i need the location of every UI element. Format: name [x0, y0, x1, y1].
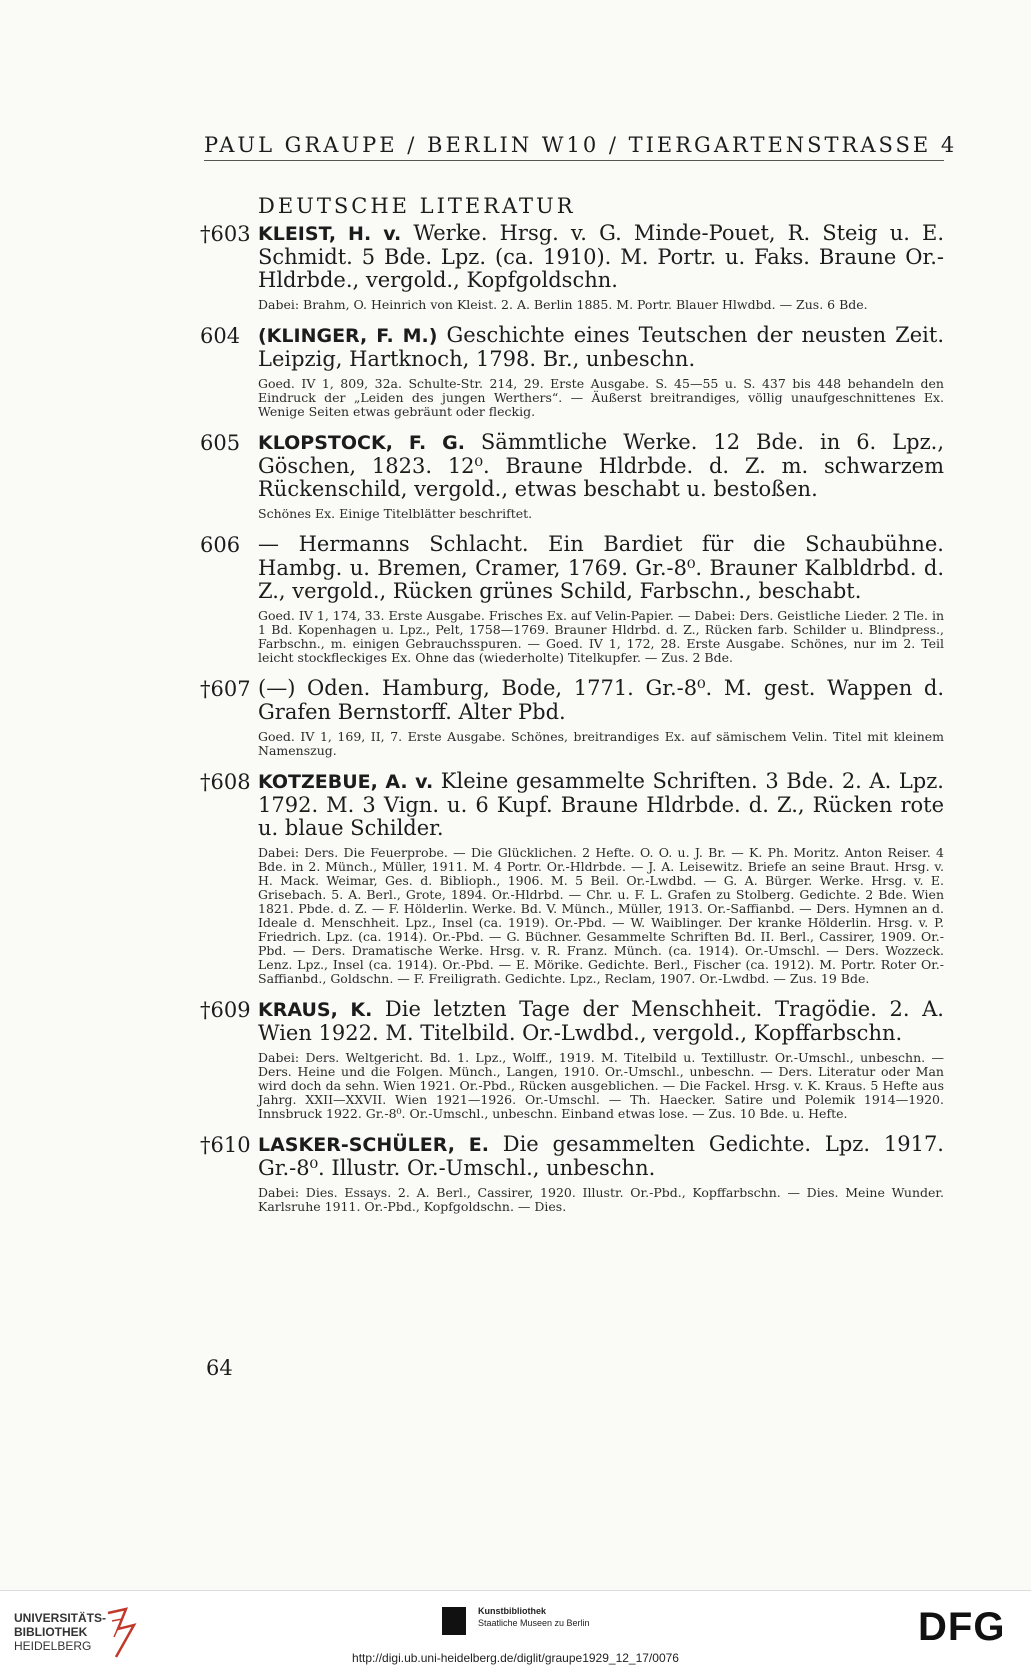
catalog-entry — [200, 770, 944, 986]
page-number: 64 — [206, 1356, 233, 1380]
entry-author: KRAUS, K. — [258, 999, 373, 1021]
entry-note: Dabei: Brahm, O. Heinrich von Kleist. 2. A. Berlin 1885. M. Portr. Blauer Hlwdbd. — Zus. 6 Bde. — [258, 297, 868, 312]
kb-line-1: Kunstbibliothek — [478, 1606, 546, 1616]
entry-text — [258, 324, 944, 371]
catalog-entry — [200, 533, 944, 665]
header-rule — [204, 160, 944, 161]
section-title: DEUTSCHE LITERATUR — [258, 194, 576, 218]
entry-author: (KLINGER, F. M.) — [258, 325, 438, 347]
entry-description: Die gesammelten Gedichte. Lpz. 1917. Gr.-8⁰. Illustr. Or.-Umschl., unbeschn. — [258, 1132, 944, 1180]
entry-description: — Hermanns Schlacht. Ein Bardiet für die Schaubühne. Hambg. u. Bremen, Cramer, 1769. Gr.-8⁰. Brauner Kalbldrbd. d. Z., vergold., Rücken grünes Schild, Farbschn., beschabt. — [258, 532, 944, 603]
lot-number: †610 — [200, 1133, 251, 1157]
entry-description: (—) Oden. Hamburg, Bode, 1771. Gr.-8⁰. M. gest. Wappen d. Grafen Bernstorff. Alter Pbd. — [258, 676, 944, 724]
lot-number: 604 — [200, 324, 241, 348]
entry-note: Dabei: Ders. Die Feuerprobe. — Die Glücklichen. 2 Hefte. O. O. u. J. Br. — K. Ph. Moritz. Anton Reiser. 4 Bde. in 2. Münch., Müller, 1911. M. 4 Portr. Or.-Hldrbde. — J. A. Leisewitz. Briefe an seine Braut. Hrsg. v. H. Mack. Weimar, Ges. d. Biblioph., 1906. M. 5 Beil. Or.-Lwdbd. — G. A. Bürger. Werke. Hrsg. v. E. Grisebach. 5. A. Berl., Grote, 1894. Or.-Hldrbd. — Chr. u. F. L. Grafen zu Stolberg. Gedichte. 2 Bde. Wien 1821. Pbde. d. Z. — F. Hölderlin. Werke. Bd. V. Münch., Müller, 1913. Or.-Saffianbd. — Ders. Hymnen an d. Ideale d. Menschheit. Lpz., Insel (ca. 1919). Or.-Pbd. — W. Waiblinger. Der kranke Hölderlin. Hrsg. v. P. Friedrich. Lpz. (ca. 1914). Or.-Pbd. — G. Büchner. Gesammelte Schriften Bd. II. Berl., Cassirer, 1909. Or.-Pbd. — Ders. Dramatische Werke. Hrsg. v. R. Franz. Münch. (ca. 1914). Or.-Umschl. — Ders. Wozzeck. Lenz. Lpz., Insel (ca. 1914). Or.-Pbd. — E. Mörike. Gedichte. Berl., Fischer (ca. 1912). M. Portr. Roter Or.-Saffianbd., Goldschn. — F. Freiligrath. Gedichte. Lpz., Reclam, 1907. Or.-Lwdbd. — Zus. 19 Bde. — [258, 845, 944, 986]
catalog-entry — [200, 1133, 944, 1214]
entry-text — [258, 533, 944, 603]
entry-text — [258, 222, 944, 292]
entry-note: Dabei: Dies. Essays. 2. A. Berl., Cassirer, 1920. Illustr. Or.-Pbd., Kopffarbschn. — Dies. Meine Wunder. Karlsruhe 1911. Or.-Pbd., Kopfgoldschn. — Dies. — [258, 1185, 944, 1214]
document-url[interactable]: http://digi.ub.uni-heidelberg.de/diglit/graupe1929_12_17/0076 — [352, 1651, 679, 1665]
entry-description: Geschichte eines Teutschen der neusten Zeit. Leipzig, Hartknoch, 1798. Br., unbeschn. — [258, 323, 945, 371]
catalog-entries — [200, 222, 944, 1226]
entry-description: Werke. Hrsg. v. G. Minde-Pouet, R. Steig u. E. Schmidt. 5 Bde. Lpz. (ca. 1910). M. Portr. u. Faks. Braune Or.-Hldrbde., vergold., Kopfgoldschn. — [258, 221, 945, 292]
entry-note: Goed. IV 1, 169, II, 7. Erste Ausgabe. Schönes, breitrandiges Ex. auf sämischem Velin. Titel mit kleinem Namenszug. — [258, 729, 944, 758]
entry-note: Schönes Ex. Einige Titelblätter beschriftet. — [258, 506, 533, 521]
running-header: PAUL GRAUPE / BERLIN W10 / TIERGARTENSTRASSE 4 — [204, 133, 958, 157]
entry-text — [258, 770, 944, 840]
library-line-1: UNIVERSITÄTS- — [14, 1611, 107, 1625]
viewer-footer — [0, 1590, 1031, 1670]
entry-author: LASKER-SCHÜLER, E. — [258, 1134, 489, 1156]
lot-number: †608 — [200, 770, 251, 794]
library-line-2: BIBLIOTHEK — [14, 1625, 88, 1639]
catalog-entry — [200, 677, 944, 758]
entry-text — [258, 431, 944, 501]
lot-number: 605 — [200, 431, 241, 455]
catalog-entry — [200, 998, 944, 1121]
lot-number: †609 — [200, 998, 251, 1022]
kb-line-2: Staatliche Museen zu Berlin — [478, 1618, 590, 1628]
catalog-entry — [200, 222, 944, 312]
catalog-entry — [200, 324, 944, 419]
lot-number: †607 — [200, 677, 251, 701]
entry-author: KOTZEBUE, A. v. — [258, 771, 434, 793]
entry-note: Dabei: Ders. Weltgericht. Bd. 1. Lpz., Wolff., 1919. M. Titelbild u. Textillustr. Or.-Umschl., unbeschn. — Ders. Heine und die Folgen. Münch., Langen, 1910. Or.-Umschl., unbeschn. — Ders. Literatur oder Man wird doch da sehn. Wien 1921. Or.-Pbd., Rücken ausgeblichen. — Die Fackel. Hrsg. v. K. Kraus. 5 Hefte aus Jahrg. XXII—XXVII. Wien 1921—1926. Or.-Umschl. — Th. Haecker. Satire und Polemik 1914—1920. Innsbruck 1922. Gr.-8⁰. Or.-Umschl., unbeschn. Einband etwas lose. — Zus. 10 Bde. u. Hefte. — [258, 1050, 944, 1121]
entry-note: Goed. IV 1, 174, 33. Erste Ausgabe. Frisches Ex. auf Velin-Papier. — Dabei: Ders. Geistliche Lieder. 2 Tle. in 1 Bd. Kopenhagen u. Lpz., Pelt, 1758—1769. Brauner Hldrbd. d. Z., Rücken farb. Schilder u. Blindpress., Farbschn., m. einigen Gebrauchsspuren. — Goed. IV 1, 172, 28. Erste Ausgabe. Schönes, nur im 2. Teil leicht stockfleckiges Ex. Ohne das (wiederholte) Titelkupfer. — Zus. 2 Bde. — [258, 608, 944, 665]
entry-author: KLOPSTOCK, F. G. — [258, 432, 465, 454]
kunstbibliothek-logo-icon — [442, 1607, 466, 1635]
entry-description: Kleine gesammelte Schriften. 3 Bde. 2. A. Lpz. 1792. M. 3 Vign. u. 6 Kupf. Braune Hldrbde. d. Z., Rücken rote u. blaue Schilder. — [258, 769, 944, 840]
entry-text — [258, 677, 944, 724]
entry-text — [258, 1133, 944, 1180]
entry-note: Goed. IV 1, 809, 32a. Schulte-Str. 214, 29. Erste Ausgabe. S. 45—55 u. S. 437 bis 448 behandeln den Eindruck der „Leiden des jungen Werthers“. — Äußerst breitrandiges, völlig unaufgeschnittenes Ex. Wenige Seiten etwas gebräunt oder fleckig. — [258, 376, 944, 419]
lot-number: †603 — [200, 222, 251, 246]
entry-author: KLEIST, H. v. — [258, 223, 402, 245]
catalog-entry — [200, 431, 944, 521]
kunstbibliothek-label — [478, 1605, 590, 1629]
entry-description: Die letzten Tage der Menschheit. Tragödie. 2. A. Wien 1922. M. Titelbild. Or.-Lwdbd., vergold., Kopffarbschn. — [258, 997, 944, 1045]
entry-text — [258, 998, 944, 1045]
dfg-logo: DFG — [918, 1605, 1006, 1649]
library-line-3: HEIDELBERG — [14, 1639, 92, 1653]
university-library-logo-text — [14, 1611, 106, 1653]
lot-number: 606 — [200, 533, 241, 557]
entry-description: Sämmtliche Werke. 12 Bde. in 6. Lpz., Göschen, 1823. 12⁰. Braune Hldrbde. d. Z. m. schwarzem Rückenschild, vergold., etwas beschabt u. bestoßen. — [258, 430, 944, 501]
